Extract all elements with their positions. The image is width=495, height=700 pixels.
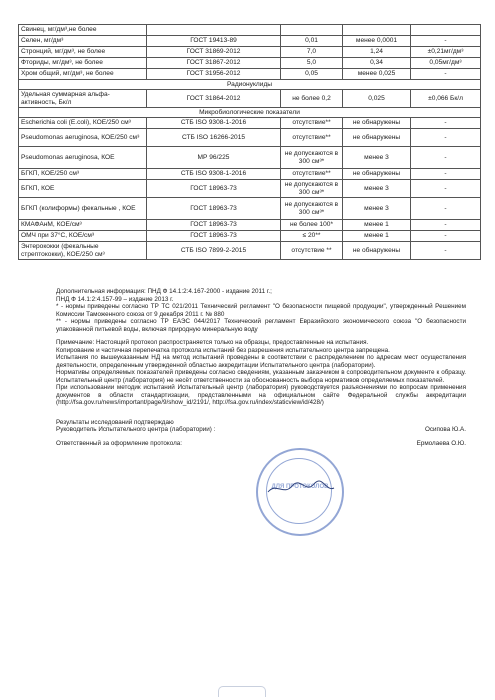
head-label: Руководитель Испытательного центра (лаборатории) : [56, 426, 216, 433]
table-row [19, 198, 481, 220]
cell-result: менее 0,0001 [343, 36, 411, 47]
cell-norm: 5,0 [281, 58, 343, 69]
cell-norm: ≤ 20** [281, 231, 343, 242]
cell-error: - [411, 180, 481, 198]
cell-result: не обнаружены [343, 129, 411, 147]
cell-result: менее 1 [343, 220, 411, 231]
table-row [19, 220, 481, 231]
head-name: Осипова Ю.А. [424, 426, 466, 433]
cell-name: Энтерококки (фекальные стрептококки), КОЕ/250 см³ [19, 242, 147, 260]
signature-mark [266, 478, 336, 498]
cell-norm: не более 100* [281, 220, 343, 231]
extra-info-line-2: ПНД Ф 14.1:2:4.157-99 – издание 2013 г. [56, 295, 174, 303]
cell-error: - [411, 129, 481, 147]
cell-method: МР 96/225 [147, 147, 281, 169]
table-row [19, 147, 481, 169]
notes-block [56, 288, 466, 447]
table-row [19, 69, 481, 80]
cell-norm: 7,0 [281, 47, 343, 58]
cell-error: ±0,21мг/дм³ [411, 47, 481, 58]
results-table-body [19, 25, 481, 260]
table-row [19, 118, 481, 129]
cell-norm: отсутствие** [281, 129, 343, 147]
cell-method: ГОСТ 18963-73 [147, 220, 281, 231]
cell-result: не обнаружены [343, 242, 411, 260]
cell-name: БГКП, КОЕ [19, 180, 147, 198]
stamp-text: ДЛЯ ПРОТОКОЛОВ [271, 484, 329, 490]
cell-name: Pseudomonas aeruginosa, КОЕ [19, 147, 147, 169]
cell-norm: 0,01 [281, 36, 343, 47]
cell-norm: не допускаются в 300 см³* [281, 147, 343, 169]
cell-name: Свинец, мг/дм³,не более [19, 25, 147, 36]
table-row [19, 36, 481, 47]
cell-error [411, 25, 481, 36]
cell-norm: отсутствие ** [281, 242, 343, 260]
cell-method: ГОСТ 31864-2012 [147, 90, 281, 108]
table-row [19, 242, 481, 260]
cell-method: ГОСТ 19413-89 [147, 36, 281, 47]
cell-method: ГОСТ 31869-2012 [147, 47, 281, 58]
cell-result: менее 3 [343, 180, 411, 198]
table-row [19, 58, 481, 69]
cell-name: БГКП, КОЕ/250 см³ [19, 169, 147, 180]
cell-method: СТБ ISO 16266-2015 [147, 129, 281, 147]
cell-method: СТБ ISO 9308-1-2016 [147, 169, 281, 180]
table-row [19, 180, 481, 198]
cell-name: КМАФАнМ, КОЕ/см³ [19, 220, 147, 231]
table-row [19, 25, 481, 36]
cell-method: ГОСТ 18963-73 [147, 180, 281, 198]
cell-result: 0,025 [343, 90, 411, 108]
table-row [19, 47, 481, 58]
cell-name: Pseudomonas aeruginosa, КОЕ/250 см³ [19, 129, 147, 147]
cell-result: менее 3 [343, 198, 411, 220]
bottom-stamp-edge [218, 686, 266, 697]
cell-name: Escherichia coli (E.coli), КОЕ/250 см³ [19, 118, 147, 129]
cell-method: СТБ ISO 7899-2-2015 [147, 242, 281, 260]
cell-method: ГОСТ 31867-2012 [147, 58, 281, 69]
cell-norm: 0,05 [281, 69, 343, 80]
cell-norm: не более 0,2 [281, 90, 343, 108]
cell-error: - [411, 220, 481, 231]
cell-method: ГОСТ 18963-73 [147, 198, 281, 220]
cell-name: Фториды, мг/дм³, не более [19, 58, 147, 69]
cell-result: не обнаружены [343, 169, 411, 180]
responsible-name: Ермолаева О.Ю. [416, 439, 466, 447]
table-row [19, 169, 481, 180]
responsible-label: Ответственный за оформление протокола: [56, 439, 183, 447]
cell-result: менее 0,025 [343, 69, 411, 80]
section-row [19, 108, 481, 118]
remark-3: Испытания по вышеуказанным НД на метод испытаний проведены в соответствии с распределением по адресам мест осуществления деятельности, определенным утвержденной областью аккредитации Испытательного центра (лаборатории). [56, 354, 466, 369]
remark-4: Нормативы определяемых показателей приведены согласно сведениям, указанным заказчиком в сопроводительном документе к образцу. Испытательный центр (лаборатория) не несёт ответственности за обоснованность выбора нормативов определяемых показателей. [56, 369, 466, 384]
cell-name: Хром общий, мг/дм³, не более [19, 69, 147, 80]
cell-name: Стронций, мг/дм³, не более [19, 47, 147, 58]
table-row [19, 129, 481, 147]
cell-error: - [411, 147, 481, 169]
cell-error: - [411, 169, 481, 180]
table-row [19, 90, 481, 108]
remark-1: Примечание: Настоящий протокол распространяется только на образцы, предоставленные на испытания. [56, 339, 369, 346]
cell-result: 1,24 [343, 47, 411, 58]
section-title: Радионуклиды [19, 80, 481, 90]
cell-name: Селен, мг/дм³ [19, 36, 147, 47]
cell-method: ГОСТ 31956-2012 [147, 69, 281, 80]
confirm-line: Результаты исследований подтверждаю [56, 418, 174, 426]
cell-result: 0,34 [343, 58, 411, 69]
cell-norm: не допускаются в 300 см³* [281, 180, 343, 198]
table-row [19, 231, 481, 242]
cell-name: БГКП (колиформы) фекальные , КОЕ [19, 198, 147, 220]
remark-2: Копирование и частичная перепечатка протокола испытаний без разрешения испытательного центра запрещена. [56, 346, 390, 354]
footnote-2: ** - нормы приведены согласно ТР ЕАЭС 044/2017 Технический регламент Евразийского экономического союза "О безопасности упакованной питьевой воды, включая природную минеральную воду [56, 318, 466, 333]
cell-norm: отсутствие** [281, 118, 343, 129]
cell-method [147, 25, 281, 36]
head-signature-row [56, 426, 466, 434]
extra-info-line-1: Дополнительная информация: ПНД Ф 14.1:2:4.167-2000 - издание 2011 г.; [56, 288, 272, 295]
cell-method: СТБ ISO 9308-1-2016 [147, 118, 281, 129]
section-title: Микробиологические показатели [19, 108, 481, 118]
cell-result [343, 25, 411, 36]
footnote-1: * - нормы приведены согласно ТР ТС 021/2011 Технический регламент "О безопасности пищевой продукции", утвержденный Решением Комиссии Таможенного союза от 9 декабря 2011 г. № 880 [56, 303, 466, 318]
cell-error: ±0,066 Бк/л [411, 90, 481, 108]
cell-name: ОМЧ при 37°С, КОЕ/см³ [19, 231, 147, 242]
cell-name: Удельная суммарная альфа-активность, Бк/л [19, 90, 147, 108]
section-row [19, 80, 481, 90]
remark-5: При использовании методик испытаний Испытательный центр (лаборатория) руководствуется разъяснениями по вопросам применения документов в области стандартизации, представленными на официальном сайте Федеральной службы аккредитации (http://fsa.gov.ru/news/important/page/9/show_id/2191/, http://fsa.gov.ru/index/staticview/id/428/) [56, 384, 466, 406]
cell-norm: не допускаются в 300 см³* [281, 198, 343, 220]
cell-result: не обнаружены [343, 118, 411, 129]
cell-error: - [411, 231, 481, 242]
cell-error: - [411, 118, 481, 129]
cell-method: ГОСТ 18963-73 [147, 231, 281, 242]
results-table [18, 24, 481, 260]
responsible-signature-row [56, 440, 466, 448]
cell-result: менее 1 [343, 231, 411, 242]
cell-norm [281, 25, 343, 36]
cell-error: - [411, 69, 481, 80]
cell-result: менее 3 [343, 147, 411, 169]
cell-error: - [411, 36, 481, 47]
cell-norm: отсутствие** [281, 169, 343, 180]
cell-error: - [411, 198, 481, 220]
cell-error: - [411, 242, 481, 260]
cell-error: 0,05мг/дм³ [411, 58, 481, 69]
